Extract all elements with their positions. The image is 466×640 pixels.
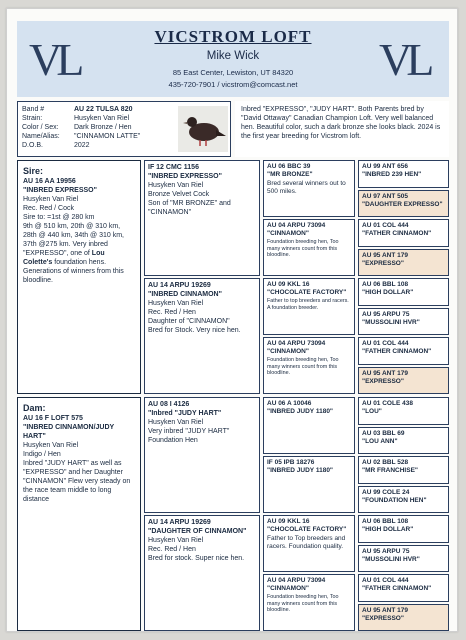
gen2-line: Rec. Red / Hen bbox=[148, 309, 196, 316]
gen4-cell bbox=[358, 160, 449, 188]
gen4-name: "FOUNDATION HEN" bbox=[362, 497, 427, 505]
owner-name: Mike Wick bbox=[206, 50, 260, 62]
gen4-cell bbox=[358, 367, 449, 394]
gen2-cell bbox=[144, 397, 260, 513]
bird-info bbox=[17, 101, 231, 157]
dam-box bbox=[17, 397, 141, 631]
gen2-cell bbox=[144, 515, 260, 631]
gen2-line: Very inbred "JUDY HART" bbox=[148, 428, 230, 435]
gen3-band: AU 09 KKL 16 bbox=[267, 518, 310, 525]
gen4-cell bbox=[358, 278, 449, 306]
name-label: Name/Alias: bbox=[22, 133, 60, 140]
gen3-name: "INBRED JUDY 1180" bbox=[267, 467, 334, 475]
gen4-band: AU 06 BBL 108 bbox=[362, 518, 409, 525]
gen4-band: AU 95 ANT 179 bbox=[362, 252, 408, 259]
gen2-line: Husyken Van Riel bbox=[148, 300, 204, 307]
gen2-line: Son of "MR BRONZE" and "CINNAMON" bbox=[148, 200, 231, 216]
gen3-cell bbox=[263, 160, 355, 217]
gen4-cell bbox=[358, 337, 449, 365]
gen4-band: AU 01 COL 444 bbox=[362, 577, 409, 584]
pigeon-photo bbox=[178, 106, 228, 152]
gen4-cell bbox=[358, 574, 449, 602]
sire-band: AU 16 AA 19956 bbox=[23, 178, 76, 185]
gen4-name: "MUSSOLINI HVR" bbox=[362, 556, 420, 564]
gen4-band: AU 06 BBL 108 bbox=[362, 281, 409, 288]
gen4-name: "INBRED 239 HEN" bbox=[362, 171, 422, 179]
gen3-name: "MR BRONZE" bbox=[267, 171, 313, 179]
gen2-line: Husyken Van Riel bbox=[148, 182, 204, 189]
gen4-cell bbox=[358, 604, 449, 631]
gen3-line: Foundation breeding hen, Too many winners count from this bloodline. bbox=[267, 238, 339, 259]
address: 85 East Center, Lewiston, UT 84320 bbox=[172, 68, 294, 77]
gen3-cell bbox=[263, 456, 355, 513]
color-value: Dark Bronze / Hen bbox=[74, 124, 132, 131]
gen2-line: Daughter of "CINNAMON" bbox=[148, 318, 230, 325]
gen4-band: AU 01 COLE 438 bbox=[362, 400, 413, 407]
gen4-name: "EXPRESSO" bbox=[362, 378, 404, 386]
gen3-name: "CINNAMON" bbox=[267, 230, 309, 238]
dam-line: Inbred "JUDY HART" as well as "EXPRESSO" and her Daughter "CINNAMON" Flew very steady on the race team middle to long distance bbox=[23, 460, 131, 503]
gen4-band: AU 01 COL 444 bbox=[362, 340, 409, 347]
sire-bold-phrase: Lou Colette's bbox=[23, 250, 105, 266]
gen4-name: "MUSSOLINI HVR" bbox=[362, 319, 420, 327]
gen4-name: "FATHER CINNAMON" bbox=[362, 348, 432, 356]
gen4-name: "FATHER CINNAMON" bbox=[362, 230, 432, 238]
gen4-name: "HIGH DOLLAR" bbox=[362, 526, 414, 534]
gen4-name: "EXPRESSO" bbox=[362, 615, 404, 623]
gen2-line: Foundation Hen bbox=[148, 437, 198, 444]
gen2-band: AU 14 ARPU 19269 bbox=[148, 282, 211, 289]
color-label: Color / Sex: bbox=[22, 124, 59, 131]
sire-line: 9th @ 510 km, 20th @ 310 km, 28th @ 440 km, 34th @ 310 km, 37th @275 km. Very inbred "EXPRESSO", one of bbox=[23, 223, 124, 257]
gen2-name: "Inbred "JUDY HART" bbox=[148, 410, 222, 417]
dam-heading: Dam: bbox=[23, 403, 46, 413]
gen4-cell bbox=[358, 427, 449, 454]
gen4-name: "MR FRANCHISE" bbox=[362, 467, 418, 475]
gen2-name: "INBRED CINNAMON" bbox=[148, 291, 222, 298]
gen2-cell bbox=[144, 160, 260, 276]
gen4-band: AU 99 ANT 656 bbox=[362, 163, 408, 170]
gen2-line: Husyken Van Riel bbox=[148, 537, 204, 544]
gen2-band: AU 14 ARPU 19269 bbox=[148, 519, 211, 526]
gen3-name: "CHOCOLATE FACTORY" bbox=[267, 289, 347, 297]
gen4-cell bbox=[358, 190, 449, 217]
gen3-name: "CINNAMON" bbox=[267, 585, 309, 593]
dam-line: Indigo / Hen bbox=[23, 451, 61, 458]
gen2-band: IF 12 CMC 1156 bbox=[148, 164, 199, 171]
gen2-name: "INBRED EXPRESSO" bbox=[148, 173, 222, 180]
bird-description: Inbred "EXPRESSO", "JUDY HART". Both Parents bred by "David Ottaway" Canadian Champion Loft. Very well balanced hen. Beautiful color, such a dark bronze she looks black. 2024 is the first year breeding for Vicstrom loft. bbox=[235, 101, 449, 157]
gen3-band: AU 06 A 10046 bbox=[267, 400, 312, 407]
sire-tail: foundation hens. Generations of winners from this bloodline. bbox=[23, 259, 124, 284]
band-value: AU 22 TULSA 820 bbox=[74, 106, 133, 113]
dob-value: 2022 bbox=[74, 142, 90, 149]
loft-title: VICSTROM LOFT bbox=[154, 27, 312, 46]
gen2-line: Husyken Van Riel bbox=[148, 419, 204, 426]
gen3-cell bbox=[263, 515, 355, 572]
gen2-line: Bred for Stock. Very nice hen. bbox=[148, 327, 241, 334]
strain-value: Husyken Van Riel bbox=[74, 115, 130, 122]
gen2-line: Bred for stock. Super nice hen. bbox=[148, 555, 245, 562]
gen4-band: AU 02 BBL 528 bbox=[362, 459, 409, 466]
gen4-band: AU 01 COL 444 bbox=[362, 222, 409, 229]
gen4-band: AU 95 ARPU 75 bbox=[362, 548, 410, 555]
gen4-cell bbox=[358, 515, 449, 543]
gen4-cell bbox=[358, 545, 449, 572]
dam-band: AU 16 F LOFT 575 bbox=[23, 415, 83, 422]
gen4-cell bbox=[358, 456, 449, 484]
gen3-name: "INBRED JUDY 1180" bbox=[267, 408, 334, 416]
gen4-name: "FATHER CINNAMON" bbox=[362, 585, 432, 593]
gen2-cell bbox=[144, 278, 260, 394]
gen4-cell bbox=[358, 249, 449, 276]
gen3-line: Father to top breeders and racers. A foundation breeder. bbox=[267, 297, 349, 311]
gen3-line: Foundation breeding hen, Too many winners count from this bloodline. bbox=[267, 356, 339, 377]
dam-line: Husyken Van Riel bbox=[23, 442, 79, 449]
gen3-line: Foundation breeding hen, Too many winners count from this bloodline. bbox=[267, 593, 339, 614]
gen2-line: Rec. Red / Hen bbox=[148, 546, 196, 553]
gen4-cell bbox=[358, 397, 449, 425]
gen3-band: AU 09 KKL 16 bbox=[267, 281, 310, 288]
gen3-cell bbox=[263, 219, 355, 276]
contact: 435-720-7901 / vicstrom@comcast.net bbox=[168, 80, 298, 89]
gen3-cell bbox=[263, 278, 355, 335]
gen3-cell bbox=[263, 337, 355, 394]
name-value: "CINNAMON LATTE" bbox=[74, 133, 141, 140]
dob-label: D.O.B. bbox=[22, 142, 44, 149]
gen4-band: AU 03 BBL 69 bbox=[362, 430, 405, 437]
logo-left: VL bbox=[29, 34, 79, 85]
gen3-name: "CHOCOLATE FACTORY" bbox=[267, 526, 347, 534]
gen3-band: AU 04 ARPU 73094 bbox=[267, 222, 326, 229]
gen3-line: Father to Top breeders and racers. Foundation quality. bbox=[267, 534, 346, 551]
gen3-band: AU 06 BBC 39 bbox=[267, 163, 311, 170]
sire-box bbox=[17, 160, 141, 394]
gen3-name: "CINNAMON" bbox=[267, 348, 309, 356]
gen2-band: AU 08 I 4126 bbox=[148, 401, 190, 408]
gen4-name: "LOU" bbox=[362, 408, 382, 416]
gen2-name: "DAUGHTER OF CINNAMON" bbox=[148, 528, 247, 535]
logo-right: VL bbox=[379, 34, 429, 85]
gen4-cell bbox=[358, 219, 449, 247]
strain-label: Strain: bbox=[22, 115, 43, 122]
sire-line: Rec. Red / Cock bbox=[23, 205, 74, 212]
gen4-cell bbox=[358, 308, 449, 335]
pedigree-sheet bbox=[6, 8, 458, 632]
gen4-band: AU 95 ARPU 75 bbox=[362, 311, 410, 318]
gen2-line: Bronze Velvet Cock bbox=[148, 191, 210, 198]
gen3-band: IF 05 IPB 18276 bbox=[267, 459, 315, 466]
gen3-line: Bred several winners out to 500 miles. bbox=[267, 179, 346, 196]
band-label: Band # bbox=[22, 106, 45, 113]
sire-name: "INBRED EXPRESSO" bbox=[23, 187, 97, 194]
gen4-band: AU 99 COLE 24 bbox=[362, 489, 410, 496]
gen4-band: AU 95 ANT 179 bbox=[362, 370, 408, 377]
gen3-cell bbox=[263, 574, 355, 631]
gen4-name: "HIGH DOLLAR" bbox=[362, 289, 414, 297]
gen4-band: AU 97 ANT 505 bbox=[362, 193, 408, 200]
sire-line: Husyken Van Riel bbox=[23, 196, 79, 203]
sire-line: Sire to: =1st @ 280 km bbox=[23, 214, 95, 221]
gen4-name: "EXPRESSO" bbox=[362, 260, 404, 268]
gen4-cell bbox=[358, 486, 449, 513]
dam-name: "INBRED CINNAMON/JUDY HART" bbox=[23, 424, 115, 440]
gen3-band: AU 04 ARPU 73094 bbox=[267, 340, 326, 347]
gen4-name: "LOU ANN" bbox=[362, 438, 398, 446]
gen3-cell bbox=[263, 397, 355, 454]
sire-heading: Sire: bbox=[23, 166, 44, 176]
gen4-name: "DAUGHTER EXPRESSO" bbox=[362, 201, 443, 209]
gen3-band: AU 04 ARPU 73094 bbox=[267, 577, 326, 584]
gen4-band: AU 95 ANT 179 bbox=[362, 607, 408, 614]
